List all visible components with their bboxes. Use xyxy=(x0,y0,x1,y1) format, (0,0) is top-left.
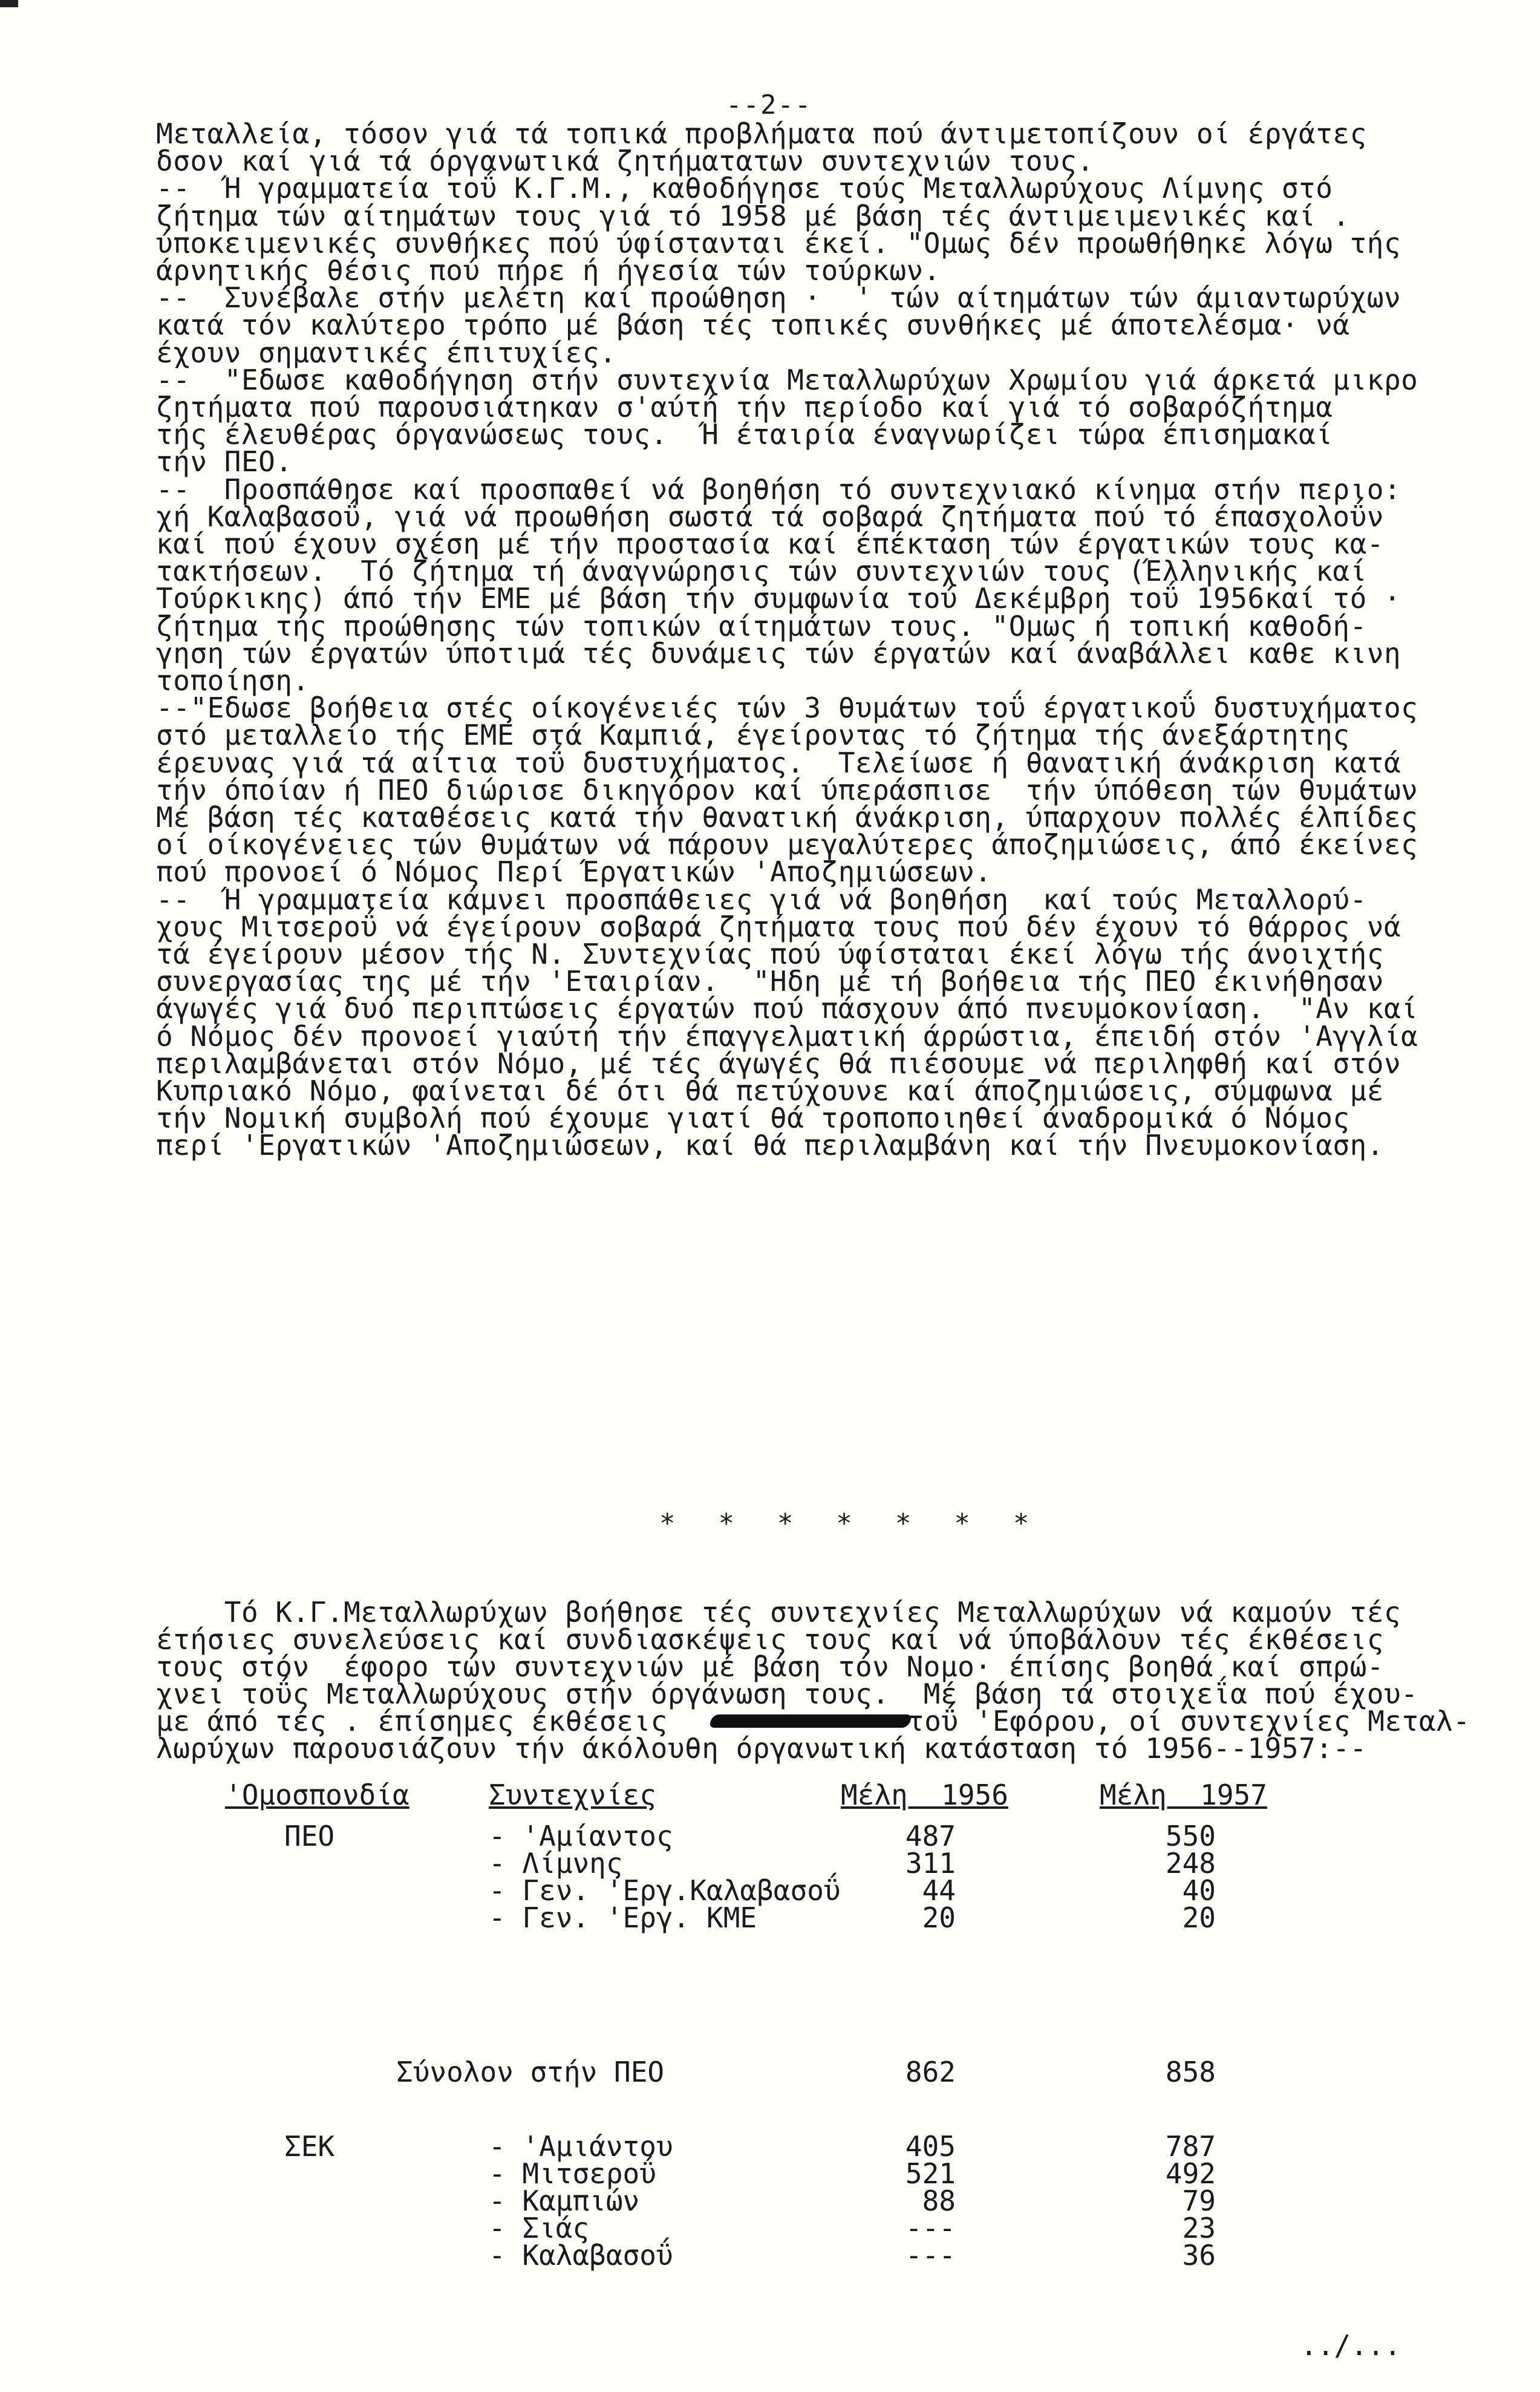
continuation-mark: ../... xyxy=(1300,2329,1401,2362)
members-1956: 44 xyxy=(922,1874,956,1907)
members-1957: 40 xyxy=(1182,1874,1216,1907)
text-line: πού προνοεί ό Νόμος Περί Έργατικών 'Αποζημιώσεων. xyxy=(156,855,992,889)
text-line: ό Νόμος δέν προνοεί γιαύτή τήν έπαγγελματική άρρώστια, έπειδή στόν 'Αγγλία xyxy=(156,1019,1418,1053)
text-line: άγωγές γιά δυό περιπτώσεις έργατών πού πάσχουν άπό πνευμοκονίαση. "Αν καί xyxy=(156,992,1418,1025)
page-number: --2-- xyxy=(726,90,812,120)
members-1957: 550 xyxy=(1165,1820,1216,1852)
header-members-1956: Μέλη 1956 xyxy=(841,1779,1008,1811)
text-line: στό μεταλλείο τής ΕΜΕ στά Καμπιά, έγείροντας τό ζήτημα τής άνεξάρτητης xyxy=(156,719,1350,752)
union-name: - Μιτσεροΰ xyxy=(489,2157,656,2190)
header-unions: Συντεχνίες xyxy=(489,1779,656,1811)
text-line: τήν ΠΕΟ. xyxy=(156,445,293,479)
text-line: Μεταλλεία, τόσον γιά τά τοπικά προβλήματα πού άντιμετοπίζουν οί έργάτες xyxy=(156,117,1367,150)
text-line: τήν Νομική συμβολή πού έχουμε γιατί θά τροποποιηθεί άναδρομικά ό Νόμος xyxy=(156,1102,1350,1135)
text-line: άρνητικής θέσις πού πήρε ή ήγεσία τών τούρκων. xyxy=(156,254,941,287)
text-line: κατά τόν καλύτερο τρόπο μέ βάση τές τοπικές συνθήκες μέ άποτελέσμα· νά xyxy=(156,309,1350,342)
text-line: οί οίκογένειες τών θυμάτων νά πάρουν μεγαλύτερες άποζημιώσεις, άπό έκείνες xyxy=(156,828,1418,861)
members-1957: 20 xyxy=(1182,1901,1216,1934)
members-1956: 20 xyxy=(922,1901,956,1934)
members-1957: 787 xyxy=(1165,2130,1216,2163)
members-1956: 405 xyxy=(905,2130,956,2163)
text-line: -- Ή γραμματεία κάμνει προσπάθειες γιά νά βοηθήση καί τούς Μεταλλορύ- xyxy=(156,883,1367,916)
union-name: - Σιάς xyxy=(489,2212,590,2244)
total-1957: 858 xyxy=(1165,2056,1216,2088)
members-1957: 79 xyxy=(1182,2184,1216,2217)
scan-mark xyxy=(0,0,18,7)
text-line: τά έγείρουν μέσον τής Ν. Συντεχνίας πού ύφίσταται έκεί λόγω τής άνοιχτής xyxy=(156,938,1384,970)
members-1956: 521 xyxy=(905,2157,956,2190)
text-line: τους στόν έφορο τών συντεχνιών μέ βάση τόν Νομο· έπίσης βοηθά καί σπρώ- xyxy=(156,1650,1384,1683)
text-line: με άπό τές . έπίσημες έκθέσεις xyxy=(156,1705,668,1737)
union-name: - Λίμνης xyxy=(489,1847,623,1880)
text-line: τακτήσεων. Τό ζήτημα τή άναγνώρησις τών συντεχνιών τους (Έλληνικής καί xyxy=(156,555,1367,588)
redaction-blot xyxy=(708,1714,913,1728)
text-line: γηση τών έργατών ύποτιμά τές δυνάμεις τών έργατών καί άναβάλλει καθε κινη xyxy=(156,636,1401,670)
union-name: - Καλαβασοΰ xyxy=(489,2239,673,2272)
federation-name: ΠΕΟ xyxy=(284,1820,335,1852)
text-line: ζήτημα τών αίτημάτων τους γιά τό 1958 μέ βάση τές άντιμειμενικές καί . xyxy=(156,199,1350,232)
text-line: τοποίηση. xyxy=(156,664,310,697)
federation-name: ΣΕΚ xyxy=(284,2130,335,2163)
members-1957: 492 xyxy=(1165,2157,1216,2190)
text-line: έρευνας γιά τά αίτια τοΰ δυστυχήματος. Τελείωσε ή θανατική άνάκριση κατά xyxy=(156,746,1401,779)
text-line: περί 'Εργατικών 'Αποζημιώσεων, καί θά περιλαμβάνη καί τήν Πνευμοκονίαση. xyxy=(156,1129,1384,1162)
total-1956: 862 xyxy=(905,2056,956,2088)
text-line: τοΰ 'Εφόρου, οί συντεχνίες Μεταλ- xyxy=(907,1705,1470,1737)
members-1956: 88 xyxy=(922,2184,956,2217)
text-line: τήν όποίαν ή ΠΕΟ διώρισε δικηγόρον καί ύπεράσπισε τήν ύπόθεση τών θυμάτων xyxy=(156,773,1418,806)
text-line: ύποκειμενικές συνθήκες πού ύφίστανται έκεί. "Ομως δέν προωθήθηκε λόγω τής xyxy=(156,226,1401,260)
text-line: Κυπριακό Νόμο, φαίνεται δέ ότι θά πετύχουνε καί άποζημιώσεις, σύμφωνα μέ xyxy=(156,1074,1384,1107)
header-federation: 'Ομοσπονδία xyxy=(225,1779,409,1811)
members-1956: --- xyxy=(905,2212,956,2244)
text-line: Μέ βάση τές καταθέσεις κατά τήν θανατική άνάκριση, ύπαρχουν πολλές έλπίδες xyxy=(156,801,1418,834)
union-name: - 'Αμίαντος xyxy=(489,1820,673,1852)
text-line: -- "Εδωσε καθοδήγηση στήν συντεχνία Μεταλλωρύχων Χρωμίου γιά άρκετά μικρο xyxy=(156,363,1418,396)
text-line: χή Καλαβασοΰ, γιά νά προωθήση σωστά τά σοβαρά ζητήματα πού τό έπασχολοΰν xyxy=(156,500,1384,533)
text-line: δσον καί γιά τά όργανωτικά ζητήματατων συντεχνιών τους. xyxy=(156,145,1094,178)
text-line: Τούρκικης) άπό τήν ΕΜΕ μέ βάση τήν συμφωνία τού Δεκέμβρη τοΰ 1956καί τό · xyxy=(156,582,1401,615)
text-line: έτήσιες συνελεύσεις καί συνδιασκέψεις τους καί νά ύποβάλουν τές έκθέσεις xyxy=(156,1623,1384,1656)
section-separator: * * * * * * * xyxy=(659,1508,1033,1539)
union-name: - Καμπιών xyxy=(489,2184,640,2217)
union-name: - Γεν. 'Εργ.Καλαβασοΰ xyxy=(489,1874,841,1907)
text-line: λωρύχων παρουσιάζουν τήν άκόλουθη όργανωτική κατάσταση τό 1956--1957:-- xyxy=(156,1732,1367,1765)
union-name: - Γεν. 'Εργ. ΚΜΕ xyxy=(489,1901,757,1934)
text-line: --"Εδωσε βοήθεια στές οίκογένειές τών 3 θυμάτων τοΰ έργατικοΰ δυστυχήματος xyxy=(156,691,1418,725)
members-1956: 487 xyxy=(905,1820,956,1852)
text-line: χους Μιτσεροΰ νά έγείρουν σοβαρά ζητήματα τους πού δέν έχουν τό θάρρος νά xyxy=(156,910,1401,943)
text-line: ζήτημα τής προώθησης τών τοπικών αίτημάτων τους. "Ομως ή τοπική καθοδή- xyxy=(156,609,1367,642)
members-1957: 23 xyxy=(1182,2212,1216,2244)
text-line: καί πού έχουν σχέση μέ τήν προστασία καί έπέκταση τών έργατικών τους κα- xyxy=(156,528,1384,560)
text-line: -- Προσπάθησε καί προσπαθεί νά βοηθήση τό συντεχνιακό κίνημα στήν περιο: xyxy=(156,472,1401,506)
text-line: -- Συνέβαλε στήν μελέτη καί προώθηση · ' τών αίτημάτων τών άμιαντωρύχων xyxy=(156,281,1401,315)
text-line: τής έλευθέρας όργανώσεως τους. Ή έταιρία έναγνωρίζει τώρα έπισημακαί xyxy=(156,418,1333,451)
text-line: έχουν σημαντικές έπιτυχίες. xyxy=(156,336,617,369)
total-label: Σύνολον στήν ΠΕΟ xyxy=(396,2056,665,2088)
text-line: Τό Κ.Γ.Μεταλλωρύχων βοήθησε τές συντεχνίες Μεταλλωρύχων νά καμούν τές xyxy=(156,1596,1401,1629)
members-1957: 36 xyxy=(1182,2239,1216,2272)
members-1956: 311 xyxy=(905,1847,956,1880)
members-1957: 248 xyxy=(1165,1847,1216,1880)
text-line: ζητήματα πού παρουσιάτηκαν σ'αύτή τήν περίοδο καί γιά τό σοβαρόζήτημα xyxy=(156,391,1333,423)
text-line: συνεργασίας της μέ τήν 'Εταιρίαν. "Ηδη μέ τή βοήθεια τής ΠΕΟ έκινήθησαν xyxy=(156,965,1384,998)
text-line: περιλαμβάνεται στόν Νόμο, μέ τές άγωγές θά πιέσουμε νά περιληφθή καί στόν xyxy=(156,1047,1401,1080)
text-line: χνει τοΰς Μεταλλωρύχους στήν όργάνωση τους. Μέ βάση τά στοιχεΐα πού έχου- xyxy=(156,1678,1418,1710)
union-name: - 'Αμιάντου xyxy=(489,2130,673,2163)
text-line: -- Ή γραμματεία τοΰ Κ.Γ.Μ., καθοδήγησε τούς Μεταλλωρύχους Λίμνης στό xyxy=(156,172,1333,205)
members-1956: --- xyxy=(905,2239,956,2272)
header-members-1957: Μέλη 1957 xyxy=(1100,1779,1267,1811)
